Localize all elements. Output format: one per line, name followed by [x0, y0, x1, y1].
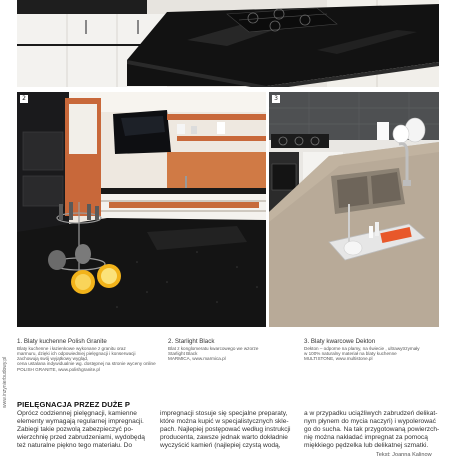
caption-3-line: Dekton – odporne na plamy, na świecie , ultrawytrzymały: [304, 345, 420, 351]
caption-1-line: cena ustalana indywidualnie wg. dostępnej na stronie wyceny online: [17, 361, 156, 367]
article-line: Oprócz codziennej pielęgnacji, kamienne: [17, 410, 137, 417]
photo-3-number: 3: [272, 95, 280, 103]
photo-2-kitchen-image: [17, 92, 266, 327]
photo-3-kitchen-image: [269, 92, 439, 327]
article-column-1: [17, 410, 145, 450]
article-line: go do sucha. Na tak przygotowaną powierzch-: [304, 425, 440, 433]
photo-2-number: 2: [20, 95, 28, 103]
article-line: a w przypadku uciążliwych zabrudzeń delikat-: [304, 410, 438, 417]
caption-2-line: MARMICA, www.marmica.pl: [168, 356, 226, 362]
caption-1-line: zachowują swój wyjątkowy wygląd,: [17, 356, 89, 362]
caption-3-line: w 100% naturalny materiał na blaty kuchenne: [304, 350, 397, 356]
article-author: Tekst: Joanna Kalinow: [376, 452, 432, 458]
side-website-text: www.inzynierbudowy.pl: [2, 356, 8, 408]
caption-1-line: marmuru, dzięki ich odpowiedniej pielęgnacji i konserwacji: [17, 350, 136, 356]
article-line: Zabiegi takie pozwolą zabezpieczyć po-: [17, 425, 134, 433]
article-line: elementy wymagają regularnej impregnacji.: [17, 417, 144, 425]
article-column-2: [160, 410, 290, 450]
article-line: wierzchnię przed zabrudzeniami, wydobędą: [17, 433, 145, 441]
caption-2-line: Blat z konglomeratu kwarcowego we wzorze: [168, 345, 259, 351]
article-line: które można kupić w specjalistycznych skle-: [160, 417, 289, 425]
article-heading: PIELĘGNACJA PRZEZ DUŻE P: [17, 400, 131, 409]
caption-3-title: 3. Blaty kwarcowe Dekton: [304, 338, 376, 345]
article-line: pach. Najlepiej postępować według instrukcji: [160, 425, 291, 433]
article-line: też naturalne piękno tego materiału. Do: [17, 441, 133, 449]
caption-3: [304, 338, 444, 361]
article-column-3: [304, 410, 439, 450]
caption-1-line: Blaty kuchenne i łazienkowe wykonane z granitu oraz: [17, 345, 126, 351]
photo-1-kitchen: [17, 0, 439, 87]
caption-2-title: 2. Starlight Black: [168, 338, 215, 345]
photo-1-kitchen-image: [17, 0, 439, 87]
photo-3-kitchen: [269, 92, 439, 327]
caption-1: [17, 338, 167, 372]
caption-1-line: POLISH GRANITE, www.polishgranite.pl: [17, 366, 100, 372]
article-line: nię można nakładać impregnat za pomocą: [304, 433, 428, 441]
caption-2-line: Starlight Black: [168, 350, 198, 356]
article-line: wyczyścić kamień (najlepiej czystą wodą,: [160, 441, 281, 449]
article-line: producenta, zawsze jednak warto dokładnie: [160, 433, 288, 441]
caption-2: [168, 338, 288, 361]
caption-1-title: 1. Blaty kuchenne Polish Granite: [17, 338, 107, 345]
article-line: nym płynem do mycia naczyń) i wypolerować: [304, 417, 436, 425]
article-line: impregnacji stosuje się specjalne preparaty,: [160, 410, 288, 417]
caption-3-line: MULTISTONE, www.multistone.pl: [304, 356, 373, 362]
photo-2-kitchen: [17, 92, 266, 327]
article-line: miękkiego pędzelka lub delikatnej szmatki.: [304, 441, 429, 449]
